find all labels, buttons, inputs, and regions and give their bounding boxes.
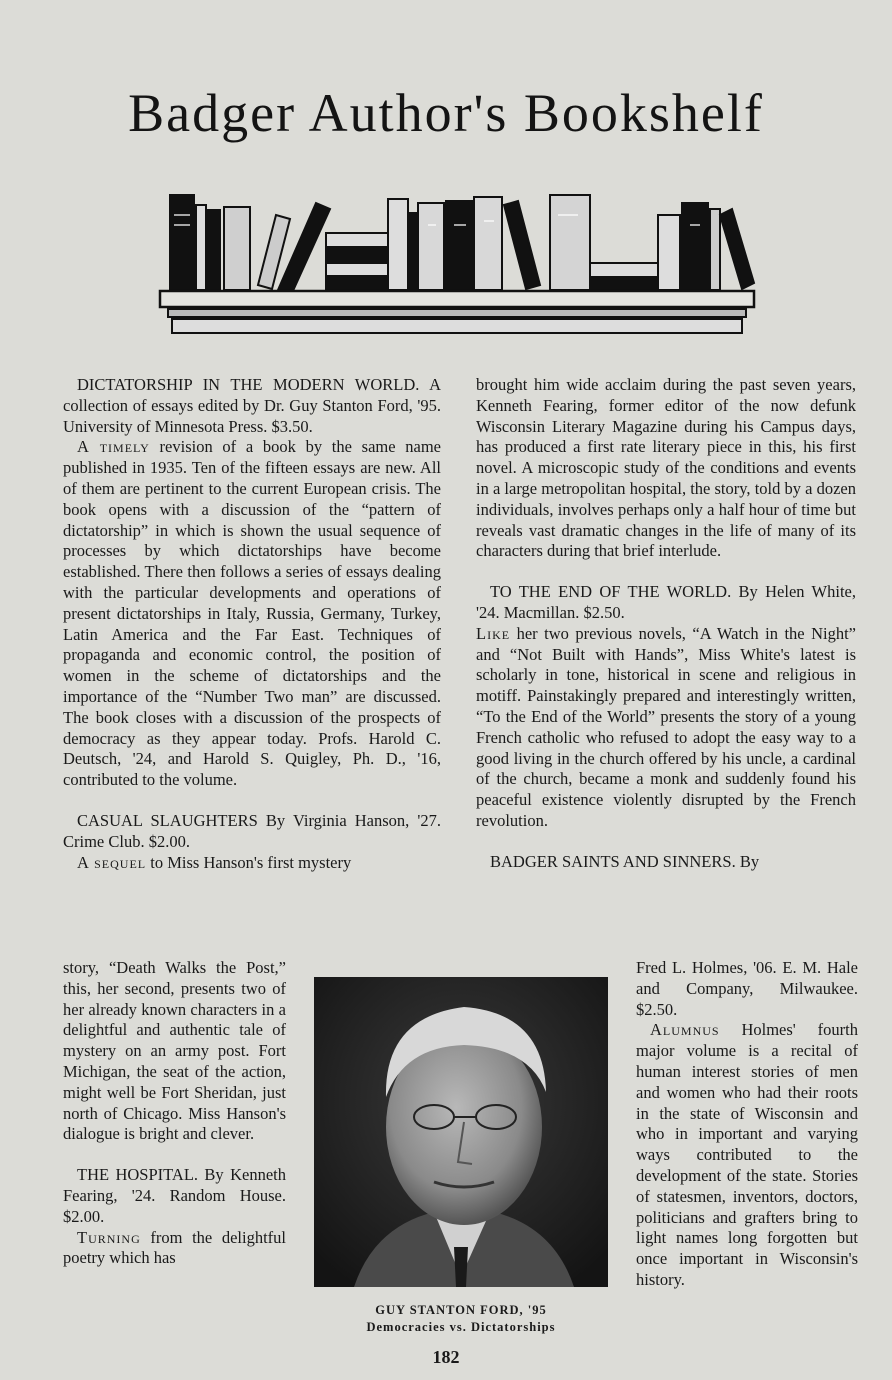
- right-wrap-column: [636, 958, 858, 1291]
- book-spine: [278, 203, 330, 293]
- shelf-board: [160, 291, 754, 307]
- book-stack: [326, 233, 388, 247]
- caption-title: Democracies vs. Dictatorships: [366, 1320, 556, 1334]
- lead-word: Like: [476, 623, 511, 643]
- end-of-world-body: [476, 624, 856, 832]
- page-title: Badger Author's Bookshelf: [128, 83, 764, 143]
- lead-word: Turning: [77, 1227, 141, 1247]
- book-spine: [658, 215, 680, 290]
- review-text: revision of a book by the same name published in 1935. Ten of the fifteen essays are new. All of them are pertinent to the current European crisis. The book opens with a discussion of the “pattern of dictatorship” in which is shown the usual sequence of processes by which dictatorships have become established. There then follows a series of essays dealing with the particular developments and operations of present dictatorships in Italy, Russia, Germany, Turkey, Latin America and the Far East. Techniques of propaganda and economic control, the position of women in the scheme of dictatorships and the importance of the “Number Two man” are discussed. The book closes with a discussion of the prospects of democracy as they appear today. Profs. Harold C. Deutsch, '24, and Harold S. Quigley, Ph. D., '16, contributed to the volume.: [63, 437, 441, 790]
- lead-word: A timely: [77, 437, 150, 457]
- review-text: from the delightful poetry which has: [63, 1227, 286, 1268]
- hospital-review-body: [63, 1228, 286, 1270]
- casual-slaughters-body-rest: story, “Death Walks the Post,” this, her second, presents two of her already known characters in a delightful and authentic tale of mystery on an army post. Fort Michigan, the seat of the action, might well be Fort Sheridan, just north of Chicago. Miss Hanson's dialogue is bright and clever.: [63, 958, 286, 1144]
- badger-saints-body: [636, 1020, 858, 1290]
- lead-word: A sequel: [77, 852, 147, 872]
- photo-caption: [314, 1302, 608, 1336]
- review-text: Holmes' fourth major volume is a recital of human interest stories of men and women who had their roots in the state of Wisconsin and who in important and varying ways contributed to the development of the state. Stories of statesmen, inventors, doctors, politicians and grafters bring to light names long forgotten but once important in Wisconsin's history.: [636, 1020, 858, 1289]
- shelf-molding: [172, 319, 742, 333]
- portrait-illustration: [314, 977, 608, 1287]
- hospital-review-heading: THE HOSPITAL. By Kenneth Fearing, '24. Random House. $2.00.: [63, 1165, 286, 1226]
- book-stack: [326, 248, 388, 262]
- book-spine: [682, 203, 708, 290]
- book-spine: [208, 210, 220, 290]
- badger-saints-heading-rest: Fred L. Holmes, '06. E. M. Hale and Company, Milwaukee. $2.50.: [636, 958, 858, 1019]
- page-number: 182: [432, 1347, 460, 1367]
- review-text: to Miss Hanson's first mystery: [146, 852, 352, 872]
- end-of-world-heading: TO THE END OF THE WORLD. By Helen White, '24. Macmillan. $2.50.: [476, 582, 856, 622]
- book-spine: [550, 195, 590, 290]
- author-portrait-photo: [314, 977, 608, 1287]
- book-spine: [474, 197, 502, 290]
- book-spine: [720, 209, 754, 289]
- lead-word: Alumnus: [650, 1020, 720, 1040]
- book-spine: [388, 199, 408, 290]
- casual-slaughters-body-first: [63, 853, 441, 874]
- book-spine: [170, 195, 194, 290]
- dictatorship-review-body: [63, 437, 441, 791]
- book-spine: [196, 205, 206, 290]
- book-spine: [410, 213, 416, 290]
- casual-slaughters-heading: CASUAL SLAUGHTERS By Virginia Hanson, '27. Crime Club. $2.00.: [63, 810, 441, 851]
- book-stack: [326, 277, 388, 290]
- book-stack: [590, 263, 658, 277]
- book-spine: [710, 209, 720, 290]
- hospital-review-continued: brought him wide acclaim during the past seven years, Kenneth Fearing, former editor of the now defunk Wisconsin Literary Magazine during his Campus days, has produced a first rate literary piece in this, his first novel. A microscopic study of the conditions and events in a large metropolitan hospital, the story, told by a dozen individuals, involves perhaps only a half hour of time but reveals vast dramatic changes in the life of many of its characters during that brief interlude.: [476, 375, 856, 561]
- badger-saints-heading-first: BADGER SAINTS AND SINNERS. By: [490, 851, 760, 871]
- book-stack: [326, 263, 388, 276]
- bookshelf-illustration: [158, 185, 758, 340]
- dictatorship-review-heading: DICTATORSHIP IN THE MODERN WORLD. A collection of essays edited by Dr. Guy Stanton Ford, '95. University of Minnesota Press. $3.50.: [63, 375, 441, 436]
- right-column: [476, 375, 856, 873]
- book-spine: [224, 207, 250, 290]
- left-column: [63, 375, 441, 873]
- book-spine: [446, 201, 472, 290]
- shelf-molding: [168, 309, 746, 317]
- book-spine: [418, 203, 444, 290]
- caption-name: GUY STANTON FORD, '95: [375, 1303, 547, 1317]
- review-text: her two previous novels, “A Watch in the Night” and “Not Built with Hands”, Miss White's latest is scholarly in tone, historical in scene and religious in motiff. Painstakingly prepared and interestingly written, “To the End of the World” presents the story of a young French catholic who refused to adopt the easy way to a good living in the church offered by his uncle, a cardinal of the church, became a monk and suddenly found his peaceful existence violently disrupted by the French revolution.: [476, 623, 856, 830]
- book-spine: [504, 201, 540, 289]
- book-stack: [590, 277, 658, 290]
- left-wrap-column: [63, 958, 286, 1269]
